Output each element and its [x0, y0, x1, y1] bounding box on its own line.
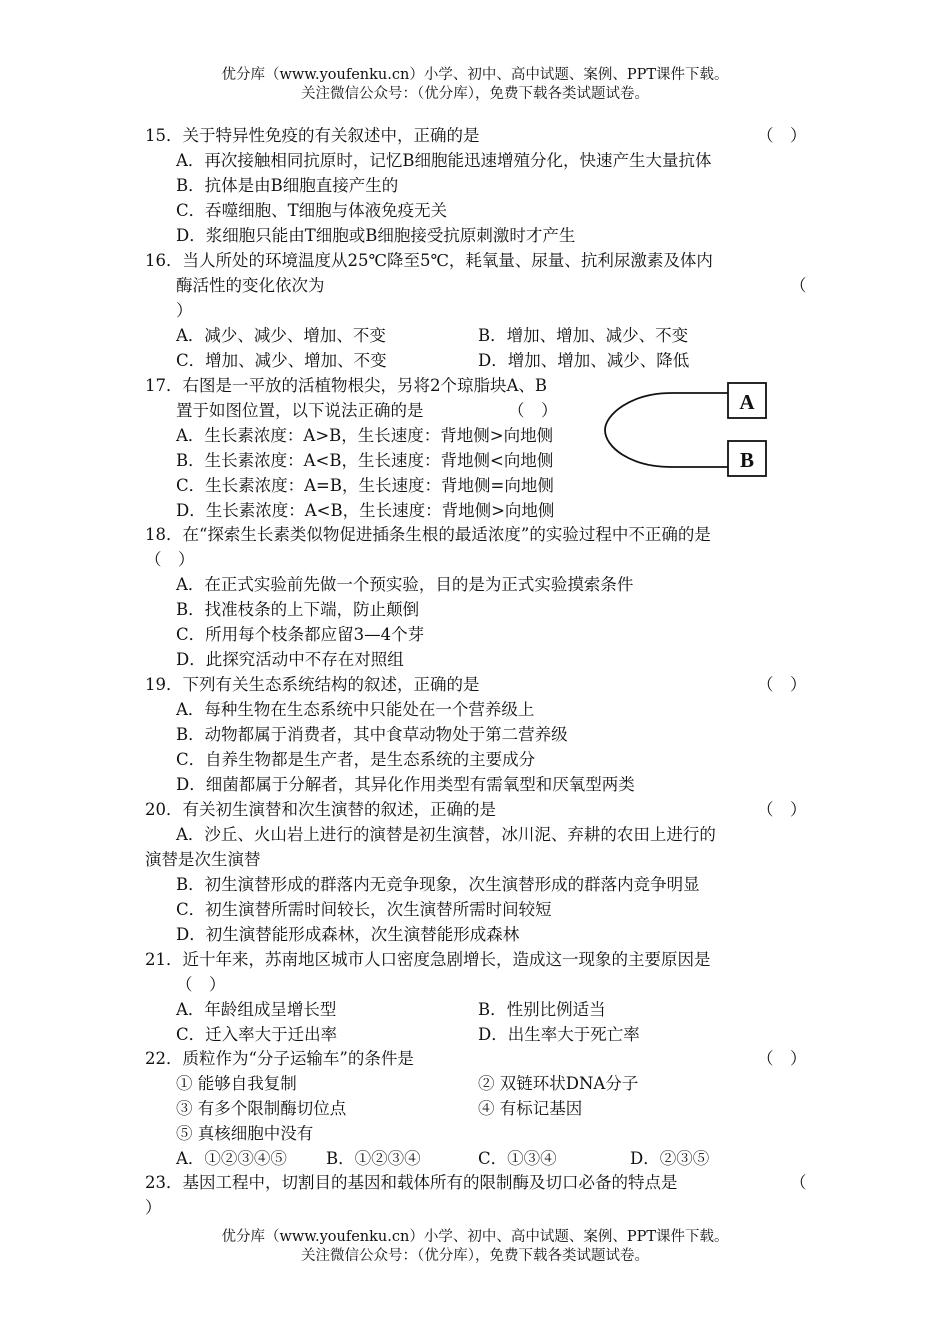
q17-answer-bracket: （ ） [508, 401, 558, 420]
q20-option-a-line-2: 演替是次生演替 [145, 850, 261, 869]
q19-stem: 19．下列有关生态系统结构的叙述，正确的是 [145, 675, 480, 694]
q22-option-d: D．②③⑤ [630, 1149, 710, 1168]
q22-item-1: ① 能够自我复制 [176, 1074, 297, 1093]
q18-option-d: D．此探究活动中不存在对照组 [176, 650, 404, 669]
header-line-2: 关注微信公众号：（优分库），免费下载各类试题试卷。 [301, 86, 649, 102]
q22-option-b: B．①②③④ [326, 1149, 421, 1168]
q18-answer-bracket: （ ） [145, 550, 195, 569]
q20-stem: 20．有关初生演替和次生演替的叙述，正确的是 [145, 800, 496, 819]
q16-option-c: C．增加、减少、增加、不变 [176, 351, 387, 370]
q20-option-a-line-1: A．沙丘、火山岩上进行的演替是初生演替，冰川泥、弃耕的农田上进行的 [176, 825, 716, 844]
q17-option-b: B．生长素浓度：A<B，生长速度：背地侧<向地侧 [176, 451, 554, 470]
footer-line-1: 优分库（www.youfenku.cn）小学、初中、高中试题、案例、PPT课件下载。 [221, 1229, 729, 1245]
q20-option-b: B．初生演替形成的群落内无竞争现象，次生演替形成的群落内竞争明显 [176, 875, 700, 894]
q20-option-d: D．初生演替能形成森林，次生演替能形成森林 [176, 925, 520, 944]
q16-paren-close: ） [176, 301, 193, 320]
agar-label-a: A [739, 390, 755, 414]
q22-item-3: ③ 有多个限制酶切位点 [176, 1099, 347, 1118]
q21-option-c: C．迁入率大于迁出率 [176, 1025, 338, 1044]
q21-stem: 21．近十年来，苏南地区城市人口密度急剧增长，造成这一现象的主要原因是 [145, 950, 711, 969]
q17-option-d: D．生长素浓度：A<B，生长速度：背地侧>向地侧 [176, 501, 555, 520]
q18-stem: 18．在“探索生长素类似物促进插条生根的最适浓度”的实验过程中不正确的是 [145, 525, 711, 544]
q23-paren-open: （ [790, 1173, 807, 1192]
q16-stem-line-1: 16．当人所处的环境温度从25℃降至5℃，耗氧量、尿量、抗利尿激素及体内 [145, 251, 713, 270]
q16-paren-open: （ [790, 276, 807, 295]
footer-line-2: 关注微信公众号：（优分库），免费下载各类试题试卷。 [301, 1248, 649, 1264]
q20-answer-bracket: （ ） [757, 800, 807, 819]
q15-option-a: A．再次接触相同抗原时，记忆B细胞能迅速增殖分化，快速产生大量抗体 [176, 151, 712, 170]
q15-answer-bracket: （ ） [757, 126, 807, 145]
q15-option-b: B．抗体是由B细胞直接产生的 [176, 176, 399, 195]
q19-option-a: A．每种生物在生态系统中只能处在一个营养级上 [176, 700, 535, 719]
page-footer [0, 1228, 950, 1266]
q21-option-d: D．出生率大于死亡率 [478, 1025, 640, 1044]
q15-option-c: C．吞噬细胞、T细胞与体液免疫无关 [176, 201, 448, 220]
q16-option-a: A．减少、减少、增加、不变 [176, 326, 386, 345]
q18-option-b: B．找准枝条的上下端，防止颠倒 [176, 600, 420, 619]
q22-stem: 22．质粒作为“分子运输车”的条件是 [145, 1049, 414, 1068]
q17-stem-line-2: 置于如图位置，以下说法正确的是 [176, 401, 424, 420]
q21-option-b: B．性别比例适当 [478, 1000, 606, 1019]
q17-stem-line-1: 17．右图是一平放的活植物根尖，另将2个琼脂块A、B [145, 376, 548, 395]
q19-option-b: B．动物都属于消费者，其中食草动物处于第二营养级 [176, 725, 568, 744]
agar-label-b: B [739, 448, 755, 472]
q23-stem: 23．基因工程中，切割目的基因和载体所有的限制酶及切口必备的特点是 [145, 1173, 678, 1192]
q19-option-d: D．细菌都属于分解者，其异化作用类型有需氧型和厌氧型两类 [176, 775, 635, 794]
q22-option-a: A．①②③④⑤ [176, 1149, 287, 1168]
figure-mask [600, 375, 620, 485]
q22-answer-bracket: （ ） [757, 1049, 807, 1068]
page-header [0, 66, 950, 104]
q21-answer-bracket: （ ） [176, 975, 226, 994]
q17-option-a: A．生长素浓度：A>B，生长速度：背地侧>向地侧 [176, 426, 554, 445]
q15-option-d: D．浆细胞只能由T细胞或B细胞接受抗原刺激时才产生 [176, 226, 576, 245]
q16-option-b: B．增加、增加、减少、不变 [478, 326, 689, 345]
q22-item-2: ② 双链环状DNA分子 [478, 1074, 639, 1093]
q22-item-5: ⑤ 真核细胞中没有 [176, 1124, 314, 1143]
header-line-1: 优分库（www.youfenku.cn）小学、初中、高中试题、案例、PPT课件下载。 [221, 67, 729, 83]
root-tip-outline [605, 393, 728, 467]
q20-option-c: C．初生演替所需时间较长，次生演替所需时间较短 [176, 900, 552, 919]
q16-option-d: D．增加、增加、减少、降低 [478, 351, 690, 370]
root-tip-figure [600, 375, 775, 485]
q15-stem: 15．关于特异性免疫的有关叙述中，正确的是 [145, 126, 480, 145]
q19-option-c: C．自养生物都是生产者，是生态系统的主要成分 [176, 750, 536, 769]
q22-option-c: C．①③④ [478, 1149, 557, 1168]
q22-item-4: ④ 有标记基因 [478, 1099, 583, 1118]
q16-stem-line-2: 酶活性的变化依次为 [176, 276, 325, 295]
q21-option-a: A．年龄组成呈增长型 [176, 1000, 337, 1019]
q17-option-c: C．生长素浓度：A=B，生长速度：背地侧=向地侧 [176, 476, 554, 495]
q23-paren-close: ） [145, 1198, 162, 1217]
q18-option-c: C．所用每个枝条都应留3—4个芽 [176, 625, 425, 644]
q19-answer-bracket: （ ） [757, 675, 807, 694]
q18-option-a: A．在正式实验前先做一个预实验，目的是为正式实验摸索条件 [176, 575, 634, 594]
